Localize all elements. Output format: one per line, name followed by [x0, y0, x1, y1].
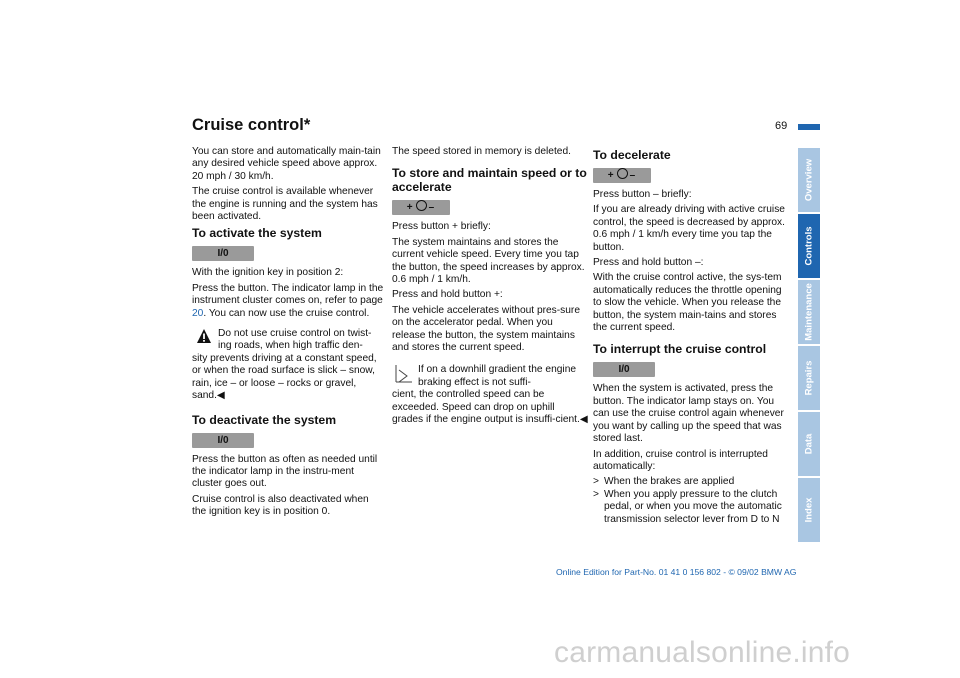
intro-paragraph: The cruise control is available whenever the engine is running and the system has been activated.: [192, 186, 378, 223]
heading-activate: To activate the system: [192, 226, 322, 241]
tab-index[interactable]: Index: [798, 478, 820, 542]
tab-repairs[interactable]: Repairs: [798, 346, 820, 410]
corner-mark: [798, 124, 820, 130]
list-item: > When you apply pressure to the clutch pedal, or when you move the automatic transmission selector lever from D to N: [593, 488, 782, 525]
intro-paragraph: You can store and automatically main-tain any desired vehicle speed above approx. 20 mph / 30 km/h.: [192, 146, 381, 182]
paragraph: If you are already driving with active cruise control, the speed is decreased by approx. 0.6 mph / 1 km/h every time you tap the button.: [593, 204, 785, 253]
cruise-gauge-icon: [617, 168, 628, 179]
paragraph: The speed stored in memory is deleted.: [392, 146, 571, 157]
io-button-symbol: I/0: [192, 246, 254, 261]
footer-edition: Online Edition for Part-No. 01 41 0 156 802 - © 09/02 BMW AG: [556, 567, 797, 577]
plus-minus-button-symbol: + –: [593, 168, 651, 183]
note-arrow-icon: [394, 364, 414, 384]
paragraph: Press the button. The indicator lamp in the instrument cluster comes on, refer to page 20. You can now use the cruise control.: [192, 282, 384, 319]
page-title: Cruise control*: [192, 116, 311, 134]
paragraph: The system maintains and stores the current vehicle speed. Every time you tap the button, the speed increases by approx. 0.6 mph / 1 km/h.: [392, 236, 585, 286]
watermark: carmanualsonline.info: [554, 636, 851, 669]
paragraph: In addition, cruise control is interrupted automatically:: [593, 448, 768, 472]
warning-triangle-icon: [196, 328, 212, 344]
heading-decelerate: To decelerate: [593, 148, 671, 162]
paragraph: Press button + briefly:: [392, 221, 491, 233]
tab-overview[interactable]: Overview: [798, 148, 820, 212]
column-2: [392, 146, 588, 427]
section-tabs: [798, 148, 820, 544]
info-note: If on a downhill gradient the engine braking effect is not suffi- cient, the controlled speed can be exceeded. Speed can drop on uphill grades if the engine output is insuffi-cient.◀: [392, 364, 588, 426]
warning-note: Do not use cruise control on twist-ing roads, when high traffic den- sity prevents driving at a constant speed, or when the road surface is slick – snow, rain, ice – or loose – rocks or gravel, sand.◀: [192, 328, 377, 402]
plus-minus-button-symbol: + –: [392, 200, 450, 215]
paragraph: When the system is activated, press the button. The indicator lamp stays on. You can use the cruise control again whenever you want by calling up the speed that was stored last.: [593, 383, 784, 445]
tab-data[interactable]: Data: [798, 412, 820, 476]
paragraph: Cruise control is also deactivated when the ignition key is in position 0.: [192, 493, 369, 518]
page-number: 69: [775, 120, 788, 132]
paragraph: Press button – briefly:: [593, 189, 692, 200]
paragraph: With the cruise control active, the sys-tem automatically reduces the throttle opening to slow the vehicle. When you release the button, the system main-tains and stores the current speed.: [593, 272, 782, 334]
paragraph: The vehicle accelerates without pres-sure on the accelerator pedal. When you release the button, the system maintains and stores the current speed.: [392, 304, 580, 354]
heading-store-accelerate: To store and maintain speed or to accelerate: [392, 166, 587, 195]
heading-interrupt: To interrupt the cruise control: [593, 342, 767, 357]
tab-controls[interactable]: Controls: [798, 214, 820, 278]
cruise-gauge-icon: [416, 200, 427, 211]
io-button-symbol: I/0: [593, 362, 655, 377]
paragraph: Press and hold button –:: [593, 257, 704, 269]
io-button-symbol: I/0: [192, 433, 254, 448]
paragraph: Press the button as often as needed until the indicator lamp in the instru-ment cluster goes out.: [192, 453, 378, 490]
paragraph: Press and hold button +:: [392, 289, 503, 301]
column-3: [593, 146, 788, 526]
tab-maintenance[interactable]: Maintenance: [798, 280, 820, 344]
list-item: > When the brakes are applied: [593, 476, 735, 488]
column-1: [192, 146, 384, 522]
paragraph: With the ignition key in position 2:: [192, 267, 344, 279]
heading-deactivate: To deactivate the system: [192, 412, 337, 427]
page-link[interactable]: 20: [192, 307, 204, 319]
